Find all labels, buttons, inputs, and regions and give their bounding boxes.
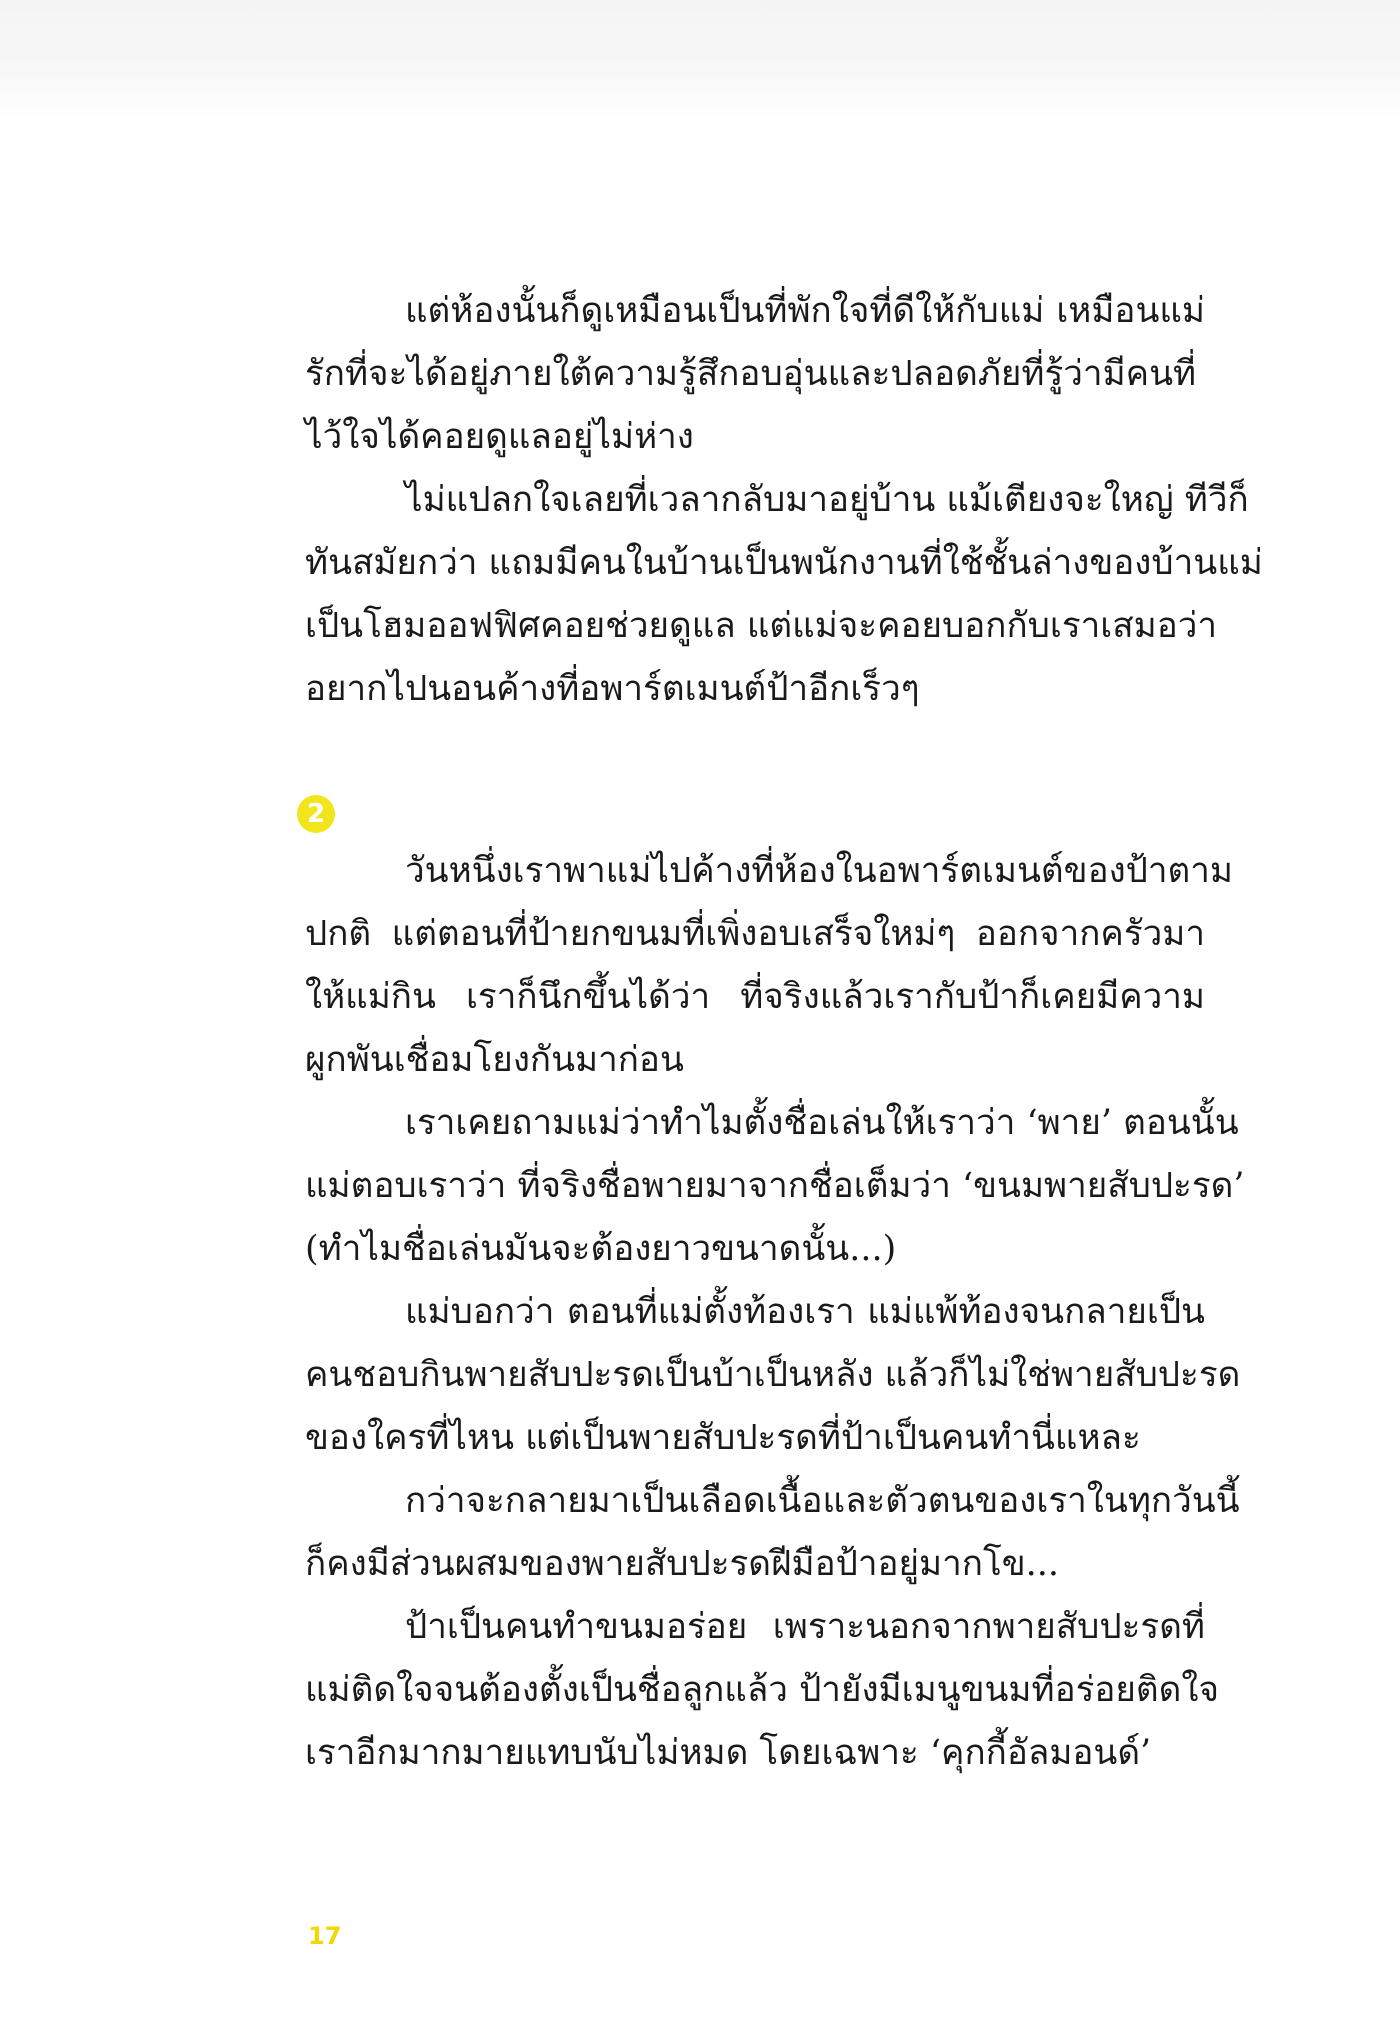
- text-line: ให้แม่กิน เราก็นึกขึ้นได้ว่า ที่จริงแล้วเรากับป้าก็เคยมีความ: [305, 977, 1205, 1017]
- body-text-top: [305, 280, 1263, 721]
- text-line: เราเคยถามแม่ว่าทำไมตั้งชื่อเล่นให้เราว่า ‘พาย’ ตอนนั้น: [405, 1103, 1239, 1143]
- text-line: ป้าเป็นคนทำขนมอร่อย เพราะนอกจากพายสับปะรดที่: [405, 1607, 1205, 1647]
- page-top-shadow: [0, 0, 1400, 120]
- text-line: (ทำไมชื่อเล่นมันจะต้องยาวขนาดนั้น...): [305, 1229, 897, 1269]
- text-line: ปกติ แต่ตอนที่ป้ายกขนมที่เพิ่งอบเสร็จใหม่ๆ ออกจากครัวมา: [305, 914, 1205, 954]
- section-number-badge: 2: [297, 795, 335, 833]
- text-line: ก็คงมีส่วนผสมของพายสับปะรดฝีมือป้าอยู่มากโข...: [305, 1544, 1060, 1584]
- text-line: แม่ตอบเราว่า ที่จริงชื่อพายมาจากชื่อเต็มว่า ‘ขนมพายสับปะรด’: [305, 1166, 1245, 1206]
- text-line: แม่บอกว่า ตอนที่แม่ตั้งท้องเรา แม่แพ้ท้องจนกลายเป็น: [405, 1292, 1205, 1332]
- text-line: เป็นโฮมออฟฟิศคอยช่วยดูแล แต่แม่จะคอยบอกกับเราเสมอว่า: [305, 606, 1218, 646]
- text-line: แต่ห้องนั้นก็ดูเหมือนเป็นที่พักใจที่ดีให้กับแม่ เหมือนแม่: [405, 291, 1205, 331]
- body-text-bottom: [305, 840, 1245, 1785]
- text-line: รักที่จะได้อยู่ภายใต้ความรู้สึกอบอุ่นและปลอดภัยที่รู้ว่ามีคนที่: [305, 354, 1197, 394]
- text-line: กว่าจะกลายมาเป็นเลือดเนื้อและตัวตนของเราในทุกวันนี้: [405, 1481, 1240, 1521]
- text-line: อยากไปนอนค้างที่อพาร์ตเมนต์ป้าอีกเร็วๆ: [305, 669, 920, 709]
- page-number: 17: [308, 1922, 342, 1950]
- text-line: ไม่แปลกใจเลยที่เวลากลับมาอยู่บ้าน แม้เตียงจะใหญ่ ทีวีก็: [405, 480, 1249, 520]
- text-line: เราอีกมากมายแทบนับไม่หมด โดยเฉพาะ ‘คุกกี้อัลมอนด์’: [305, 1733, 1152, 1773]
- text-line: ไว้ใจได้คอยดูแลอยู่ไม่ห่าง: [305, 417, 694, 457]
- text-line: วันหนึ่งเราพาแม่ไปค้างที่ห้องในอพาร์ตเมนต์ของป้าตาม: [405, 851, 1234, 891]
- text-line: ของใครที่ไหน แต่เป็นพายสับปะรดที่ป้าเป็นคนทำนี่แหละ: [305, 1418, 1141, 1458]
- text-line: ทันสมัยกว่า แถมมีคนในบ้านเป็นพนักงานที่ใช้ชั้นล่างของบ้านแม่: [305, 543, 1263, 583]
- text-line: แม่ติดใจจนต้องตั้งเป็นชื่อลูกแล้ว ป้ายังมีเมนูขนมที่อร่อยติดใจ: [305, 1670, 1219, 1710]
- text-line: ผูกพันเชื่อมโยงกันมาก่อน: [305, 1040, 684, 1080]
- text-line: คนชอบกินพายสับปะรดเป็นบ้าเป็นหลัง แล้วก็ไม่ใช่พายสับปะรด: [305, 1355, 1241, 1395]
